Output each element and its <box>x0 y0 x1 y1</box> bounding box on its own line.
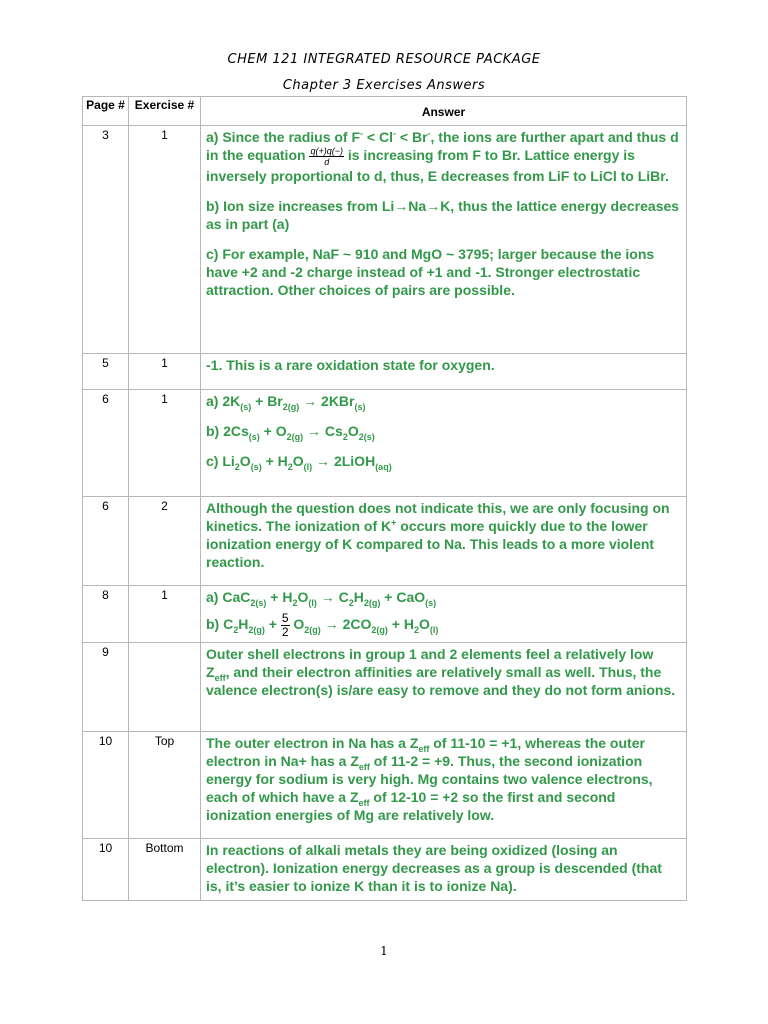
exercise-cell: Bottom <box>129 839 201 901</box>
exercise-cell: 1 <box>129 390 201 497</box>
equation-b: b) $C_2H_{2(g)}$ + $\frac{5}{2}$ $O_{2(g)} \to 2CO_{2(g)} + H_2O_{(l)}$ <box>206 611 439 639</box>
answer-cell <box>201 586 687 643</box>
coulomb-fraction: $\frac{q(+)q(-)}{d}$ <box>310 146 343 167</box>
table-row <box>83 643 687 732</box>
answer-part-c: c) For example, NaF ~ 910 and MgO ~ 3795; larger because the ions have +2 and -2 charge instead of +1 and -1. Stronger electrostatic attraction. Other choices of pairs are possible. <box>206 246 655 298</box>
page-cell: 5 <box>83 354 129 390</box>
five-halves-fraction: $\frac{5}{2}$ <box>281 611 289 639</box>
equation-c: c) $Li_2O_{(s)} + H_2O_{(l)}$ → 2LiOH$_{(aq)}$ <box>206 453 392 472</box>
answer-cell <box>201 126 687 354</box>
header-exercise: Exercise # <box>129 97 201 126</box>
table-row <box>83 497 687 586</box>
exercise-cell: 1 <box>129 126 201 354</box>
table-header-row <box>83 97 687 126</box>
arrow-icon: → <box>394 198 409 214</box>
answer-cell: Although the question does not indicate this, we are only focusing on kinetics. The ionization of K+ occurs more quickly due to the lower ionization energy of K compared to Na. This leads to a more violent reaction. <box>201 497 687 586</box>
table-row <box>83 586 687 643</box>
arrow-icon: → <box>426 198 441 214</box>
exercise-cell: 1 <box>129 586 201 643</box>
page-number: 1 <box>380 944 388 958</box>
table-row <box>83 126 687 354</box>
page-cell: 10 <box>83 839 129 901</box>
answer-cell <box>201 390 687 497</box>
exercise-cell: 1 <box>129 354 201 390</box>
exercise-cell: Top <box>129 732 201 839</box>
table-row <box>83 354 687 390</box>
document-subtitle: Chapter 3 Exercises Answers <box>282 78 486 93</box>
exercise-cell: 2 <box>129 497 201 586</box>
page-cell: 9 <box>83 643 129 732</box>
table-row <box>83 732 687 839</box>
page-cell: 8 <box>83 586 129 643</box>
document-title: CHEM 121 INTEGRATED RESOURCE PACKAGE <box>227 52 541 67</box>
page-cell: 3 <box>83 126 129 354</box>
answer-cell: -1. This is a rare oxidation state for oxygen. <box>201 354 687 390</box>
answer-cell: Outer shell electrons in group 1 and 2 elements feel a relatively low $Z_{eff}$, and their electron affinities are relatively small as well. Thus, the valence electron(s) is/are easy to remove and they do not form anions. <box>201 643 687 732</box>
answer-part-b: b) Ion size increases from Li→Na→K, thus the lattice energy decreases as in part (a) <box>206 198 680 232</box>
answer-cell: In reactions of alkali metals they are being oxidized (losing an electron). Ionization energy decreases as a group is descended (that is, it’s easier to ionize K than it is to ionize Na). <box>201 839 687 901</box>
equation-a: a) $CaC_{2(s)} + H_2O_{(l)} \to C_2H_{2(g)} + CaO_{(s)}$ <box>206 589 437 608</box>
table-row <box>83 390 687 497</box>
answer-cell: The outer electron in Na has a $Z_{eff}$ of 11-10 = +1, whereas the outer electron in Na+ has a $Z_{eff}$ of 11-2 = +9. Thus, the second ionization energy for sodium is very high. Mg contains two valence electrons, each of which have a $Z_{eff}$ of 12-10 = +2 so the first and second ionization energies of Mg are relatively low. <box>201 732 687 839</box>
answer-part-a: a) Since the radius of F- < Cl- < Br-, the ions are further apart and thus d in the equation $\frac{q(+)q(-)}{d}$ is increasing from F to Br. Lattice energy is inversely proportional to d, thus, E decreases from LiF to LiCl to LiBr. <box>206 128 679 184</box>
page-cell: 10 <box>83 732 129 839</box>
answers-table <box>82 96 687 901</box>
page-cell: 6 <box>83 497 129 586</box>
header-page: Page # <box>83 97 129 126</box>
equation-b: b) $2Cs_{(s)} + O_{2(g)} \to Cs_2O_{2(s)}$ <box>206 423 375 442</box>
header-answer: Answer <box>201 97 687 126</box>
equation-a: a) $2K_{(s)} + Br_{2(g)} \to 2KBr_{(s)}$ <box>206 393 366 412</box>
page-cell: 6 <box>83 390 129 497</box>
table-row <box>83 839 687 901</box>
exercise-cell <box>129 643 201 732</box>
